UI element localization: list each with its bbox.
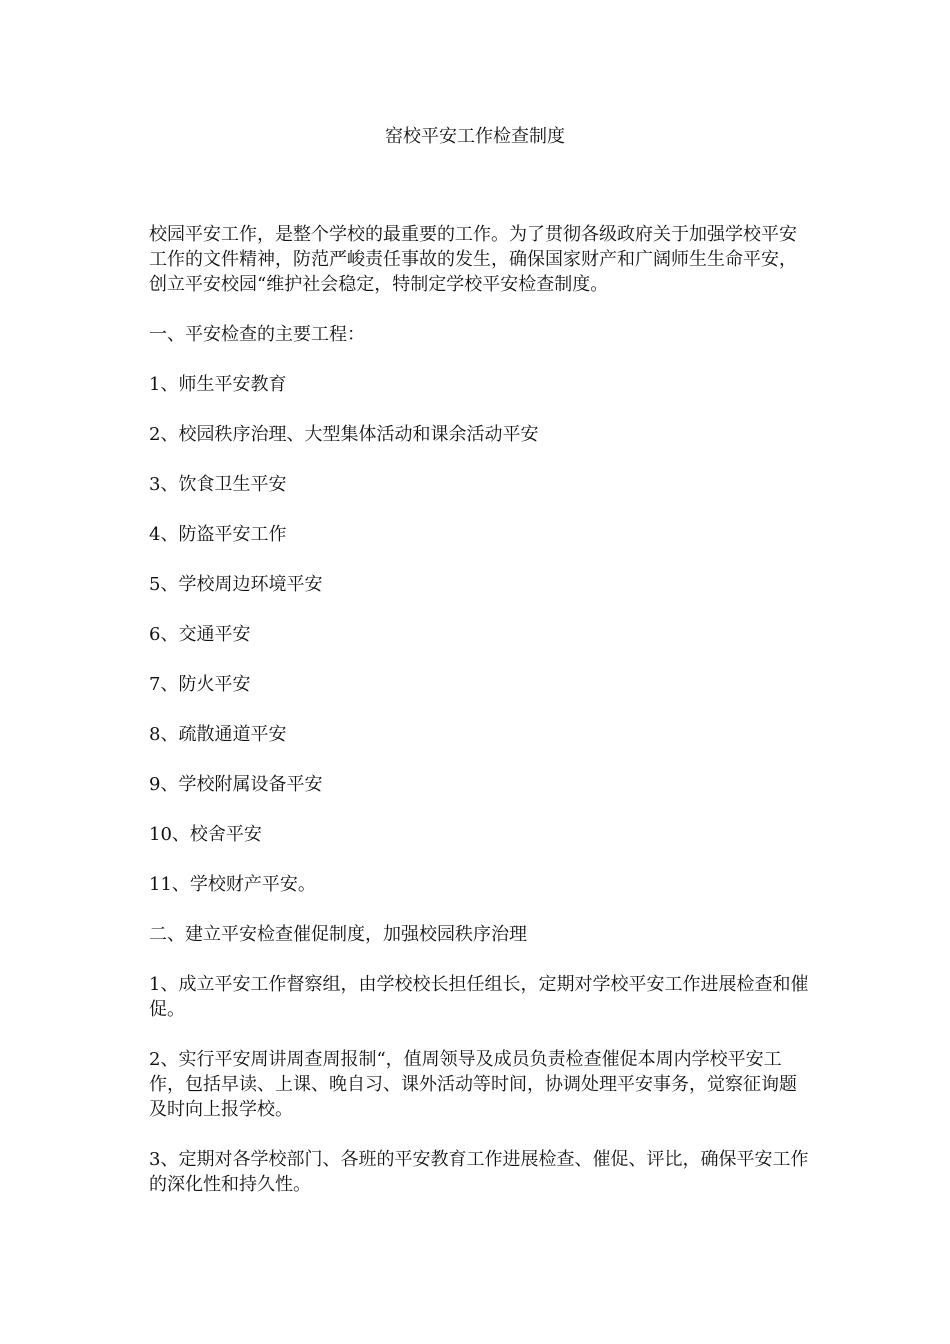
list-item: 11、学校财产平安。 (149, 874, 316, 895)
list-item: 10、校舍平安 (149, 824, 262, 845)
list-item: 8、疏散通道平安 (149, 724, 287, 745)
list-item: 1、师生平安教育 (149, 374, 287, 395)
list-item: 9、学校附属设备平安 (149, 774, 323, 795)
section-heading-1: 一、平安检查的主要工程： (149, 324, 365, 345)
list-item: 6、交通平安 (149, 624, 251, 645)
document-title: 窑校平安工作检查制度 (385, 126, 565, 147)
list-item: 7、防火平安 (149, 674, 251, 695)
document-body (149, 222, 809, 1222)
list-item: 5、学校周边环境平安 (149, 574, 323, 595)
intro-paragraph: 校园平安工作，是整个学校的最重要的工作。为了贯彻各级政府关于加强学校平安工作的文件精神，防范严峻责任事故的发生，确保国家财产和广阔师生生命平安，创立平安校园“维护社会稳定，特制定学校平安检查制度。 (149, 224, 797, 295)
list-item: 4、防盗平安工作 (149, 524, 287, 545)
list-item: 1、成立平安工作督察组，由学校校长担任组长，定期对学校平安工作进展检查和催促。 (149, 974, 809, 1020)
list-item: 3、饮食卫生平安 (149, 474, 287, 495)
list-item: 2、实行平安周讲周查周报制“，值周领导及成员负责检查催促本周内学校平安工作，包括早读、上课、晚自习、课外活动等时间，协调处理平安事务，觉察征询题及时向上报学校。 (149, 1049, 797, 1120)
section-heading-2: 二、建立平安检查催促制度，加强校园秩序治理 (149, 924, 527, 945)
list-item: 3、定期对各学校部门、各班的平安教育工作进展检查、催促、评比，确保平安工作的深化性和持久性。 (149, 1149, 809, 1195)
list-item: 2、校园秩序治理、大型集体活动和课余活动平安 (149, 424, 539, 445)
